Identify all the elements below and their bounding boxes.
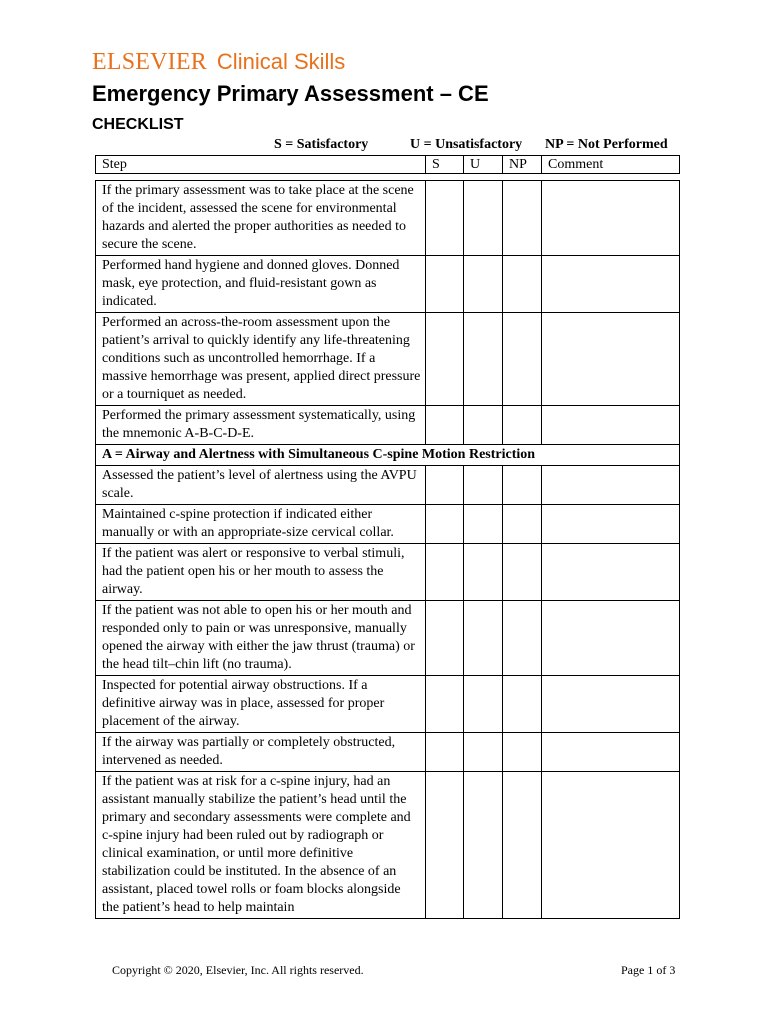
np-checkbox[interactable]: [503, 733, 542, 772]
table-row: [96, 406, 680, 445]
u-checkbox[interactable]: [464, 466, 503, 505]
s-checkbox[interactable]: [426, 544, 464, 601]
header-row: [96, 156, 680, 174]
u-checkbox[interactable]: [464, 256, 503, 313]
np-checkbox[interactable]: [503, 505, 542, 544]
s-checkbox[interactable]: [426, 406, 464, 445]
np-checkbox[interactable]: [503, 544, 542, 601]
header-u: U: [464, 156, 503, 174]
step-text: Inspected for potential airway obstructions. If a definitive airway was in place, assessed for proper placement of the airway.: [96, 676, 426, 733]
legend-satisfactory: S = Satisfactory: [274, 137, 369, 152]
np-checkbox[interactable]: [503, 772, 542, 919]
table-row: [96, 466, 680, 505]
table-row: [96, 313, 680, 406]
np-checkbox[interactable]: [503, 313, 542, 406]
u-checkbox[interactable]: [464, 406, 503, 445]
np-checkbox[interactable]: [503, 181, 542, 256]
u-checkbox[interactable]: [464, 733, 503, 772]
table-row: [96, 181, 680, 256]
s-checkbox[interactable]: [426, 466, 464, 505]
s-checkbox[interactable]: [426, 505, 464, 544]
step-text: If the airway was partially or completely obstructed, intervened as needed.: [96, 733, 426, 772]
footer-copyright: Copyright © 2020, Elsevier, Inc. All rights reserved.: [112, 963, 364, 977]
step-text: If the patient was alert or responsive to verbal stimuli, had the patient open his or her mouth to assess the airway.: [96, 544, 426, 601]
s-checkbox[interactable]: [426, 733, 464, 772]
table-row: [96, 676, 680, 733]
footer-page-number: Page 1 of 3: [621, 963, 676, 977]
legend-not-performed: NP = Not Performed: [545, 137, 668, 152]
step-text: If the primary assessment was to take place at the scene of the incident, assessed the scene for environmental hazards and alerted the proper authorities as needed to secure the scene.: [96, 181, 426, 256]
header-step: Step: [96, 156, 426, 174]
comment-field[interactable]: [542, 256, 680, 313]
step-text: Performed the primary assessment systematically, using the mnemonic A-B-C-D-E.: [96, 406, 426, 445]
header-np: NP: [503, 156, 542, 174]
page-title: Emergency Primary Assessment – CE: [92, 81, 489, 106]
table-row: [96, 505, 680, 544]
comment-field[interactable]: [542, 406, 680, 445]
s-checkbox[interactable]: [426, 601, 464, 676]
legend-unsatisfactory: U = Unsatisfactory: [410, 137, 523, 152]
np-checkbox[interactable]: [503, 466, 542, 505]
table-row: [96, 733, 680, 772]
checklist-header-table: [95, 155, 680, 174]
comment-field[interactable]: [542, 544, 680, 601]
u-checkbox[interactable]: [464, 676, 503, 733]
u-checkbox[interactable]: [464, 313, 503, 406]
brand-publisher: ELSEVIER: [92, 49, 207, 75]
comment-field[interactable]: [542, 505, 680, 544]
step-text: Performed hand hygiene and donned gloves. Donned mask, eye protection, and fluid-resistant gown as indicated.: [96, 256, 426, 313]
checklist-table: [95, 180, 680, 919]
comment-field[interactable]: [542, 601, 680, 676]
step-text: Assessed the patient’s level of alertness using the AVPU scale.: [96, 466, 426, 505]
u-checkbox[interactable]: [464, 181, 503, 256]
np-checkbox[interactable]: [503, 676, 542, 733]
step-text: If the patient was not able to open his or her mouth and responded only to pain or was unresponsive, manually opened the airway with either the jaw thrust (trauma) or the head tilt–chin lift (no trauma).: [96, 601, 426, 676]
section-a-heading: A = Airway and Alertness with Simultaneous C-spine Motion Restriction: [96, 445, 680, 466]
header-s: S: [426, 156, 464, 174]
step-text: If the patient was at risk for a c-spine injury, had an assistant manually stabilize the patient’s head until the primary and secondary assessments were complete and c-spine injury had been ruled out by radiograph or clinical examination, or until more definitive stabilization could be instituted. In the absence of an assistant, placed towel rolls or foam blocks alongside the patient’s head to help maintain: [96, 772, 426, 919]
np-checkbox[interactable]: [503, 601, 542, 676]
comment-field[interactable]: [542, 181, 680, 256]
s-checkbox[interactable]: [426, 313, 464, 406]
table-row: [96, 601, 680, 676]
brand-logo: [92, 48, 345, 76]
comment-field[interactable]: [542, 733, 680, 772]
u-checkbox[interactable]: [464, 601, 503, 676]
table-row: [96, 544, 680, 601]
checklist-label: CHECKLIST: [92, 116, 184, 133]
s-checkbox[interactable]: [426, 181, 464, 256]
comment-field[interactable]: [542, 313, 680, 406]
u-checkbox[interactable]: [464, 772, 503, 919]
comment-field[interactable]: [542, 466, 680, 505]
np-checkbox[interactable]: [503, 256, 542, 313]
comment-field[interactable]: [542, 772, 680, 919]
step-text: Maintained c-spine protection if indicated either manually or with an appropriate-size cervical collar.: [96, 505, 426, 544]
comment-field[interactable]: [542, 676, 680, 733]
u-checkbox[interactable]: [464, 505, 503, 544]
brand-product: Clinical Skills: [216, 49, 346, 74]
u-checkbox[interactable]: [464, 544, 503, 601]
step-text: Performed an across-the-room assessment upon the patient’s arrival to quickly identify any life-threatening conditions such as uncontrolled hemorrhage. If a massive hemorrhage was present, applied direct pressure or a tourniquet as needed.: [96, 313, 426, 406]
section-a-heading-row: [96, 445, 680, 466]
s-checkbox[interactable]: [426, 772, 464, 919]
s-checkbox[interactable]: [426, 256, 464, 313]
header-comment: Comment: [542, 156, 680, 174]
s-checkbox[interactable]: [426, 676, 464, 733]
table-row: [96, 772, 680, 919]
table-row: [96, 256, 680, 313]
np-checkbox[interactable]: [503, 406, 542, 445]
